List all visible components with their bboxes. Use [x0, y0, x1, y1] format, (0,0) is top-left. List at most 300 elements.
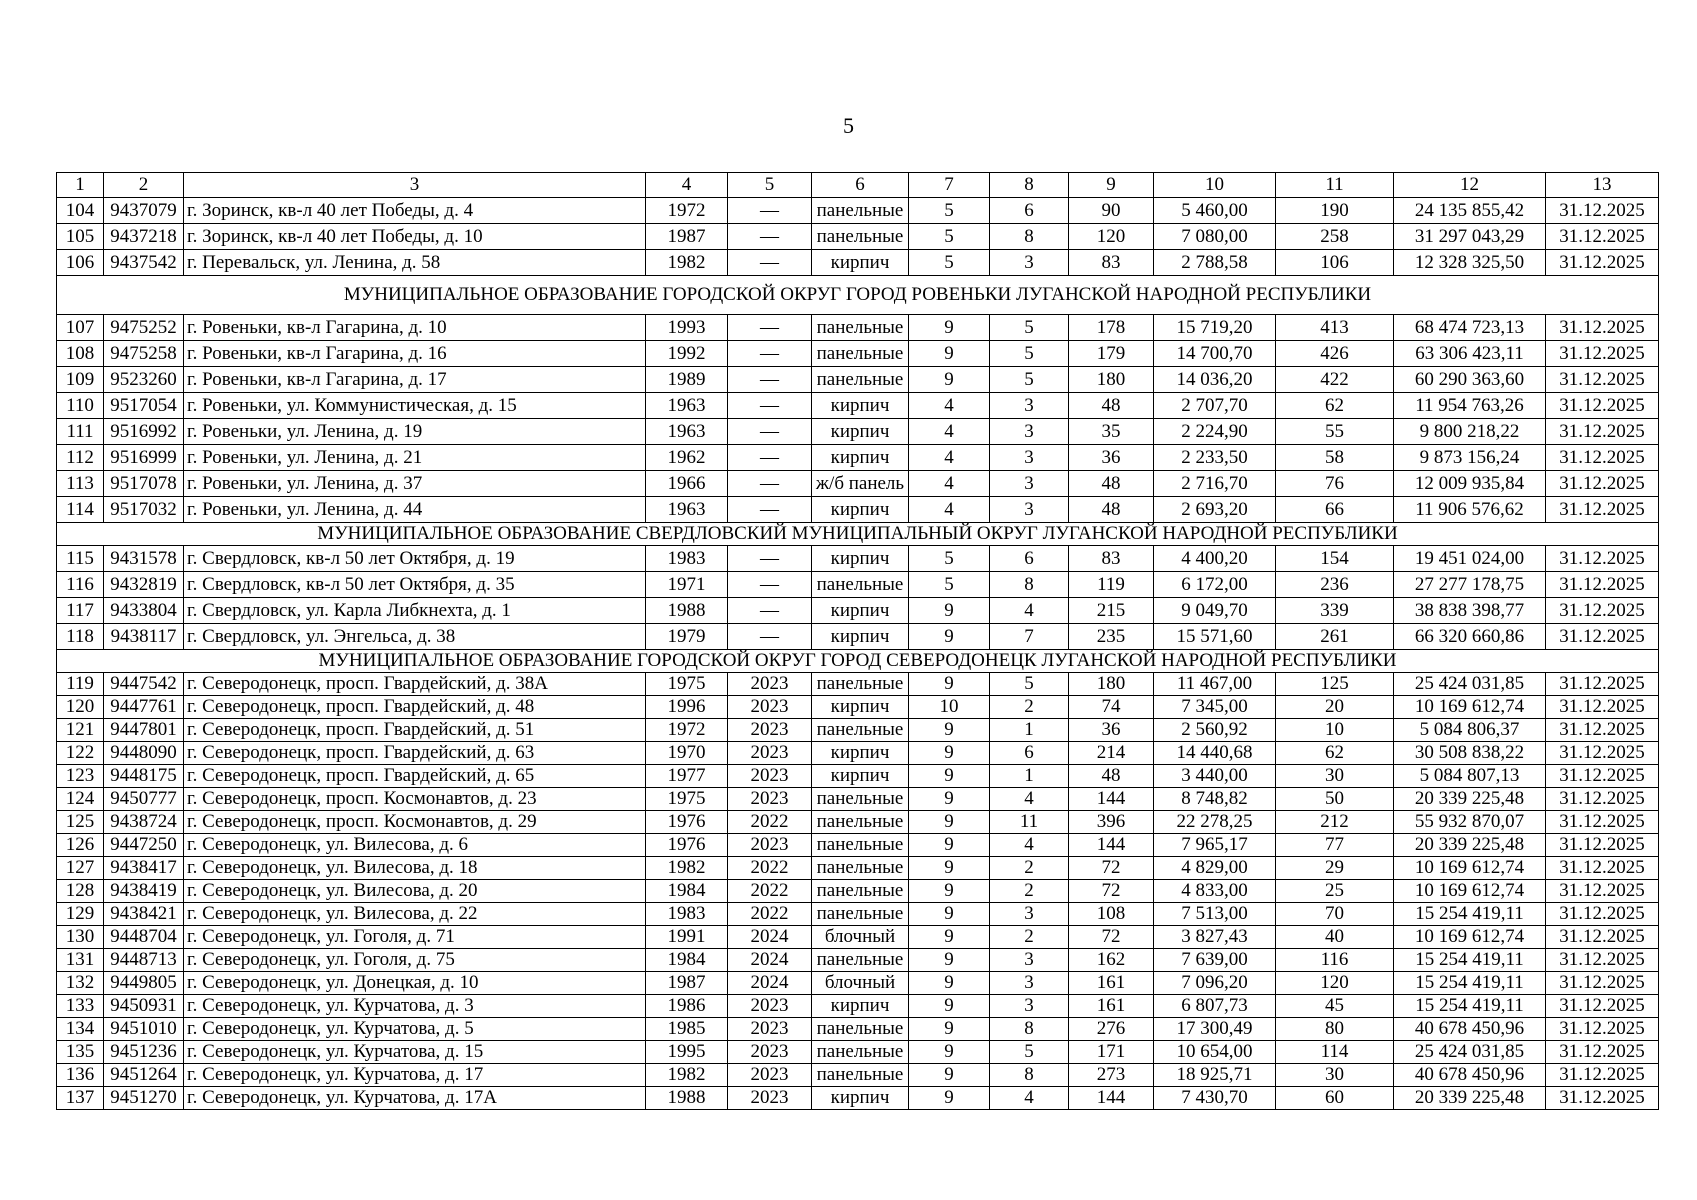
cell-area: 7 430,70 — [1154, 1087, 1276, 1110]
cell-row-number: 110 — [57, 393, 104, 419]
cell-entrances: 5 — [990, 673, 1069, 696]
cell-floors: 9 — [909, 673, 990, 696]
cell-year-repair: 2022 — [728, 903, 812, 926]
cell-building-code: 9517078 — [104, 471, 184, 497]
cell-building-code: 9516992 — [104, 419, 184, 445]
table-row — [57, 224, 1659, 250]
cell-year-repair: — — [728, 471, 812, 497]
cell-floors: 9 — [909, 1087, 990, 1110]
cell-year-built: 1970 — [646, 742, 728, 765]
cell-residents: 55 — [1276, 419, 1394, 445]
cell-year-repair: 2023 — [728, 1064, 812, 1087]
cell-building-code: 9447801 — [104, 719, 184, 742]
table-row — [57, 572, 1659, 598]
cell-floors: 9 — [909, 1064, 990, 1087]
cell-year-repair: — — [728, 367, 812, 393]
table-row — [57, 598, 1659, 624]
cell-residents: 58 — [1276, 445, 1394, 471]
cell-address: г. Северодонецк, ул. Вилесова, д. 6 — [184, 834, 646, 857]
cell-year-built: 1982 — [646, 250, 728, 276]
cell-deadline: 31.12.2025 — [1546, 1064, 1659, 1087]
cell-address: г. Ровеньки, кв-л Гагарина, д. 10 — [184, 315, 646, 341]
cell-address: г. Ровеньки, ул. Ленина, д. 37 — [184, 471, 646, 497]
cell-cost: 38 838 398,77 — [1394, 598, 1546, 624]
cell-year-repair: 2023 — [728, 742, 812, 765]
cell-row-number: 126 — [57, 834, 104, 857]
cell-floors: 9 — [909, 341, 990, 367]
column-header-12: 12 — [1394, 173, 1546, 198]
cell-building-code: 9448704 — [104, 926, 184, 949]
cell-deadline: 31.12.2025 — [1546, 719, 1659, 742]
cell-entrances: 3 — [990, 995, 1069, 1018]
column-header-10: 10 — [1154, 173, 1276, 198]
table-row — [57, 250, 1659, 276]
cell-residents: 62 — [1276, 393, 1394, 419]
cell-year-repair: 2023 — [728, 1087, 812, 1110]
cell-floors: 9 — [909, 788, 990, 811]
cell-entrances: 3 — [990, 949, 1069, 972]
cell-address: г. Свердловск, кв-л 50 лет Октября, д. 19 — [184, 546, 646, 572]
cell-row-number: 106 — [57, 250, 104, 276]
cell-floors: 9 — [909, 880, 990, 903]
cell-building-code: 9447542 — [104, 673, 184, 696]
cell-area: 3 440,00 — [1154, 765, 1276, 788]
cell-floors: 5 — [909, 572, 990, 598]
cell-entrances: 4 — [990, 1087, 1069, 1110]
cell-residents: 66 — [1276, 497, 1394, 523]
cell-building-code: 9432819 — [104, 572, 184, 598]
cell-apartments: 48 — [1069, 497, 1154, 523]
cell-year-built: 1971 — [646, 572, 728, 598]
cell-address: г. Северодонецк, ул. Курчатова, д. 5 — [184, 1018, 646, 1041]
cell-cost: 12 328 325,50 — [1394, 250, 1546, 276]
cell-year-built: 1983 — [646, 903, 728, 926]
cell-wall-material: панельные — [812, 880, 909, 903]
table-row — [57, 341, 1659, 367]
cell-address: г. Свердловск, кв-л 50 лет Октября, д. 35 — [184, 572, 646, 598]
cell-apartments: 161 — [1069, 995, 1154, 1018]
cell-row-number: 131 — [57, 949, 104, 972]
cell-entrances: 5 — [990, 315, 1069, 341]
cell-apartments: 48 — [1069, 393, 1154, 419]
cell-floors: 9 — [909, 857, 990, 880]
cell-row-number: 134 — [57, 1018, 104, 1041]
cell-cost: 5 084 806,37 — [1394, 719, 1546, 742]
cell-apartments: 83 — [1069, 250, 1154, 276]
cell-year-repair: 2024 — [728, 972, 812, 995]
cell-entrances: 3 — [990, 903, 1069, 926]
cell-entrances: 6 — [990, 546, 1069, 572]
cell-year-built: 1985 — [646, 1018, 728, 1041]
cell-building-code: 9451264 — [104, 1064, 184, 1087]
cell-year-built: 1995 — [646, 1041, 728, 1064]
column-header-8: 8 — [990, 173, 1069, 198]
cell-apartments: 178 — [1069, 315, 1154, 341]
section-heading-row — [57, 650, 1659, 673]
cell-year-repair: — — [728, 624, 812, 650]
cell-year-built: 1963 — [646, 497, 728, 523]
cell-deadline: 31.12.2025 — [1546, 880, 1659, 903]
cell-deadline: 31.12.2025 — [1546, 198, 1659, 224]
cell-area: 6 807,73 — [1154, 995, 1276, 1018]
cell-deadline: 31.12.2025 — [1546, 471, 1659, 497]
cell-deadline: 31.12.2025 — [1546, 995, 1659, 1018]
cell-deadline: 31.12.2025 — [1546, 624, 1659, 650]
cell-area: 11 467,00 — [1154, 673, 1276, 696]
cell-floors: 5 — [909, 198, 990, 224]
cell-year-repair: — — [728, 341, 812, 367]
table-row — [57, 926, 1659, 949]
cell-row-number: 119 — [57, 673, 104, 696]
cell-residents: 261 — [1276, 624, 1394, 650]
cell-year-built: 1991 — [646, 926, 728, 949]
cell-residents: 190 — [1276, 198, 1394, 224]
cell-cost: 19 451 024,00 — [1394, 546, 1546, 572]
cell-building-code: 9438419 — [104, 880, 184, 903]
cell-residents: 29 — [1276, 857, 1394, 880]
cell-floors: 9 — [909, 1018, 990, 1041]
cell-area: 14 440,68 — [1154, 742, 1276, 765]
cell-residents: 70 — [1276, 903, 1394, 926]
cell-row-number: 135 — [57, 1041, 104, 1064]
cell-entrances: 5 — [990, 341, 1069, 367]
cell-floors: 9 — [909, 995, 990, 1018]
cell-apartments: 215 — [1069, 598, 1154, 624]
cell-apartments: 119 — [1069, 572, 1154, 598]
cell-residents: 413 — [1276, 315, 1394, 341]
cell-row-number: 130 — [57, 926, 104, 949]
page-number: 5 — [843, 113, 854, 138]
cell-residents: 106 — [1276, 250, 1394, 276]
table-row — [57, 673, 1659, 696]
cell-year-built: 1972 — [646, 198, 728, 224]
cell-address: г. Северодонецк, ул. Донецкая, д. 10 — [184, 972, 646, 995]
cell-area: 4 833,00 — [1154, 880, 1276, 903]
cell-row-number: 136 — [57, 1064, 104, 1087]
cell-building-code: 9437218 — [104, 224, 184, 250]
column-header-4: 4 — [646, 173, 728, 198]
cell-deadline: 31.12.2025 — [1546, 972, 1659, 995]
cell-deadline: 31.12.2025 — [1546, 673, 1659, 696]
cell-deadline: 31.12.2025 — [1546, 367, 1659, 393]
table-row — [57, 857, 1659, 880]
cell-year-built: 1963 — [646, 419, 728, 445]
cell-area: 8 748,82 — [1154, 788, 1276, 811]
table-row — [57, 546, 1659, 572]
cell-entrances: 3 — [990, 445, 1069, 471]
cell-year-built: 1976 — [646, 811, 728, 834]
cell-apartments: 90 — [1069, 198, 1154, 224]
cell-row-number: 124 — [57, 788, 104, 811]
cell-row-number: 127 — [57, 857, 104, 880]
column-number-header — [57, 173, 1659, 198]
cell-wall-material: кирпич — [812, 546, 909, 572]
cell-floors: 9 — [909, 834, 990, 857]
cell-residents: 80 — [1276, 1018, 1394, 1041]
cell-apartments: 48 — [1069, 765, 1154, 788]
cell-row-number: 123 — [57, 765, 104, 788]
cell-row-number: 129 — [57, 903, 104, 926]
table-row — [57, 949, 1659, 972]
cell-cost: 66 320 660,86 — [1394, 624, 1546, 650]
cell-year-built: 1987 — [646, 972, 728, 995]
cell-floors: 9 — [909, 949, 990, 972]
cell-cost: 40 678 450,96 — [1394, 1018, 1546, 1041]
cell-row-number: 128 — [57, 880, 104, 903]
cell-entrances: 3 — [990, 972, 1069, 995]
cell-year-built: 1992 — [646, 341, 728, 367]
cell-building-code: 9438417 — [104, 857, 184, 880]
cell-floors: 9 — [909, 972, 990, 995]
cell-deadline: 31.12.2025 — [1546, 696, 1659, 719]
cell-year-repair: 2022 — [728, 811, 812, 834]
cell-cost: 31 297 043,29 — [1394, 224, 1546, 250]
table-row — [57, 811, 1659, 834]
cell-address: г. Северодонецк, ул. Гоголя, д. 71 — [184, 926, 646, 949]
cell-year-built: 1962 — [646, 445, 728, 471]
cell-row-number: 104 — [57, 198, 104, 224]
cell-cost: 10 169 612,74 — [1394, 696, 1546, 719]
cell-building-code: 9450777 — [104, 788, 184, 811]
cell-year-repair: — — [728, 198, 812, 224]
cell-wall-material: кирпич — [812, 1087, 909, 1110]
cell-wall-material: кирпич — [812, 497, 909, 523]
cell-row-number: 105 — [57, 224, 104, 250]
cell-cost: 15 254 419,11 — [1394, 903, 1546, 926]
column-header-7: 7 — [909, 173, 990, 198]
cell-residents: 10 — [1276, 719, 1394, 742]
cell-building-code: 9447250 — [104, 834, 184, 857]
section-heading-row — [57, 523, 1659, 546]
cell-address: г. Северодонецк, просп. Космонавтов, д. 23 — [184, 788, 646, 811]
cell-address: г. Северодонецк, просп. Гвардейский, д. 48 — [184, 696, 646, 719]
cell-row-number: 116 — [57, 572, 104, 598]
cell-address: г. Ровеньки, ул. Ленина, д. 21 — [184, 445, 646, 471]
cell-address: г. Северодонецк, ул. Курчатова, д. 3 — [184, 995, 646, 1018]
cell-floors: 9 — [909, 903, 990, 926]
cell-wall-material: панельные — [812, 1018, 909, 1041]
cell-deadline: 31.12.2025 — [1546, 572, 1659, 598]
cell-cost: 10 169 612,74 — [1394, 857, 1546, 880]
cell-year-repair: — — [728, 419, 812, 445]
cell-wall-material: кирпич — [812, 995, 909, 1018]
cell-apartments: 180 — [1069, 367, 1154, 393]
cell-address: г. Перевальск, ул. Ленина, д. 58 — [184, 250, 646, 276]
cell-year-repair: — — [728, 445, 812, 471]
cell-building-code: 9449805 — [104, 972, 184, 995]
cell-building-code: 9517054 — [104, 393, 184, 419]
cell-residents: 25 — [1276, 880, 1394, 903]
cell-residents: 30 — [1276, 765, 1394, 788]
cell-wall-material: панельные — [812, 834, 909, 857]
cell-building-code: 9438724 — [104, 811, 184, 834]
cell-deadline: 31.12.2025 — [1546, 497, 1659, 523]
cell-cost: 63 306 423,11 — [1394, 341, 1546, 367]
cell-year-built: 1984 — [646, 949, 728, 972]
cell-year-repair: — — [728, 572, 812, 598]
cell-residents: 422 — [1276, 367, 1394, 393]
cell-apartments: 144 — [1069, 788, 1154, 811]
table-row — [57, 765, 1659, 788]
cell-cost: 15 254 419,11 — [1394, 972, 1546, 995]
table-row — [57, 903, 1659, 926]
cell-deadline: 31.12.2025 — [1546, 546, 1659, 572]
cell-address: г. Северодонецк, ул. Вилесова, д. 20 — [184, 880, 646, 903]
cell-entrances: 8 — [990, 572, 1069, 598]
cell-residents: 40 — [1276, 926, 1394, 949]
cell-area: 5 460,00 — [1154, 198, 1276, 224]
cell-year-built: 1972 — [646, 719, 728, 742]
cell-address: г. Северодонецк, ул. Вилесова, д. 18 — [184, 857, 646, 880]
cell-address: г. Ровеньки, ул. Ленина, д. 19 — [184, 419, 646, 445]
cell-area: 3 827,43 — [1154, 926, 1276, 949]
cell-cost: 20 339 225,48 — [1394, 788, 1546, 811]
cell-apartments: 396 — [1069, 811, 1154, 834]
column-header-3: 3 — [184, 173, 646, 198]
column-header-5: 5 — [728, 173, 812, 198]
cell-cost: 9 873 156,24 — [1394, 445, 1546, 471]
cell-year-repair: 2023 — [728, 765, 812, 788]
cell-apartments: 72 — [1069, 857, 1154, 880]
table-body — [57, 198, 1659, 1110]
cell-building-code: 9517032 — [104, 497, 184, 523]
cell-cost: 24 135 855,42 — [1394, 198, 1546, 224]
cell-entrances: 6 — [990, 742, 1069, 765]
cell-year-repair: 2024 — [728, 949, 812, 972]
cell-residents: 62 — [1276, 742, 1394, 765]
cell-deadline: 31.12.2025 — [1546, 1041, 1659, 1064]
cell-cost: 10 169 612,74 — [1394, 880, 1546, 903]
cell-entrances: 3 — [990, 419, 1069, 445]
cell-floors: 9 — [909, 367, 990, 393]
cell-apartments: 276 — [1069, 1018, 1154, 1041]
cell-cost: 9 800 218,22 — [1394, 419, 1546, 445]
cell-entrances: 3 — [990, 497, 1069, 523]
cell-floors: 4 — [909, 471, 990, 497]
cell-year-repair: 2023 — [728, 788, 812, 811]
cell-floors: 9 — [909, 719, 990, 742]
cell-address: г. Северодонецк, ул. Курчатова, д. 17 — [184, 1064, 646, 1087]
cell-entrances: 8 — [990, 1064, 1069, 1087]
cell-year-repair: — — [728, 224, 812, 250]
cell-apartments: 35 — [1069, 419, 1154, 445]
cell-wall-material: панельные — [812, 367, 909, 393]
cell-apartments: 144 — [1069, 1087, 1154, 1110]
cell-row-number: 114 — [57, 497, 104, 523]
table-row — [57, 624, 1659, 650]
cell-year-built: 1983 — [646, 546, 728, 572]
cell-area: 14 036,20 — [1154, 367, 1276, 393]
cell-building-code: 9451270 — [104, 1087, 184, 1110]
table-row — [57, 972, 1659, 995]
cell-entrances: 3 — [990, 393, 1069, 419]
cell-deadline: 31.12.2025 — [1546, 1018, 1659, 1041]
cell-entrances: 11 — [990, 811, 1069, 834]
cell-year-built: 1963 — [646, 393, 728, 419]
cell-area: 10 654,00 — [1154, 1041, 1276, 1064]
cell-apartments: 36 — [1069, 719, 1154, 742]
cell-entrances: 3 — [990, 471, 1069, 497]
table-row — [57, 445, 1659, 471]
table-row — [57, 995, 1659, 1018]
cell-row-number: 113 — [57, 471, 104, 497]
cell-entrances: 2 — [990, 857, 1069, 880]
cell-residents: 154 — [1276, 546, 1394, 572]
cell-apartments: 83 — [1069, 546, 1154, 572]
table-row — [57, 1018, 1659, 1041]
cell-floors: 10 — [909, 696, 990, 719]
cell-cost: 11 954 763,26 — [1394, 393, 1546, 419]
cell-residents: 45 — [1276, 995, 1394, 1018]
cell-building-code: 9475258 — [104, 341, 184, 367]
cell-year-built: 1989 — [646, 367, 728, 393]
cell-area: 2 716,70 — [1154, 471, 1276, 497]
cell-floors: 4 — [909, 445, 990, 471]
cell-wall-material: кирпич — [812, 419, 909, 445]
cell-cost: 40 678 450,96 — [1394, 1064, 1546, 1087]
cell-entrances: 2 — [990, 926, 1069, 949]
cell-building-code: 9431578 — [104, 546, 184, 572]
cell-floors: 9 — [909, 315, 990, 341]
cell-deadline: 31.12.2025 — [1546, 811, 1659, 834]
cell-year-built: 1984 — [646, 880, 728, 903]
column-header-11: 11 — [1276, 173, 1394, 198]
cell-floors: 5 — [909, 546, 990, 572]
cell-apartments: 72 — [1069, 880, 1154, 903]
cell-entrances: 2 — [990, 880, 1069, 903]
cell-area: 2 233,50 — [1154, 445, 1276, 471]
cell-floors: 9 — [909, 1041, 990, 1064]
cell-address: г. Зоринск, кв-л 40 лет Победы, д. 4 — [184, 198, 646, 224]
cell-apartments: 180 — [1069, 673, 1154, 696]
cell-residents: 339 — [1276, 598, 1394, 624]
cell-wall-material: панельные — [812, 224, 909, 250]
cell-entrances: 7 — [990, 624, 1069, 650]
cell-floors: 9 — [909, 765, 990, 788]
cell-year-repair: — — [728, 497, 812, 523]
cell-wall-material: панельные — [812, 811, 909, 834]
cell-residents: 125 — [1276, 673, 1394, 696]
cell-cost: 68 474 723,13 — [1394, 315, 1546, 341]
cell-area: 2 560,92 — [1154, 719, 1276, 742]
cell-area: 2 788,58 — [1154, 250, 1276, 276]
cell-wall-material: кирпич — [812, 765, 909, 788]
cell-residents: 30 — [1276, 1064, 1394, 1087]
cell-entrances: 4 — [990, 788, 1069, 811]
cell-wall-material: панельные — [812, 1041, 909, 1064]
cell-row-number: 109 — [57, 367, 104, 393]
cell-deadline: 31.12.2025 — [1546, 419, 1659, 445]
cell-wall-material: панельные — [812, 903, 909, 926]
cell-year-repair: 2023 — [728, 1018, 812, 1041]
cell-address: г. Зоринск, кв-л 40 лет Победы, д. 10 — [184, 224, 646, 250]
cell-year-built: 1979 — [646, 624, 728, 650]
cell-area: 9 049,70 — [1154, 598, 1276, 624]
cell-year-repair: — — [728, 315, 812, 341]
cell-address: г. Северодонецк, ул. Гоголя, д. 75 — [184, 949, 646, 972]
cell-deadline: 31.12.2025 — [1546, 949, 1659, 972]
cell-entrances: 8 — [990, 1018, 1069, 1041]
cell-address: г. Свердловск, ул. Карла Либкнехта, д. 1 — [184, 598, 646, 624]
table-row — [57, 696, 1659, 719]
cell-building-code: 9448713 — [104, 949, 184, 972]
cell-apartments: 179 — [1069, 341, 1154, 367]
cell-building-code: 9450931 — [104, 995, 184, 1018]
cell-residents: 116 — [1276, 949, 1394, 972]
cell-wall-material: блочный — [812, 926, 909, 949]
cell-year-repair: 2023 — [728, 719, 812, 742]
cell-year-repair: 2023 — [728, 1041, 812, 1064]
